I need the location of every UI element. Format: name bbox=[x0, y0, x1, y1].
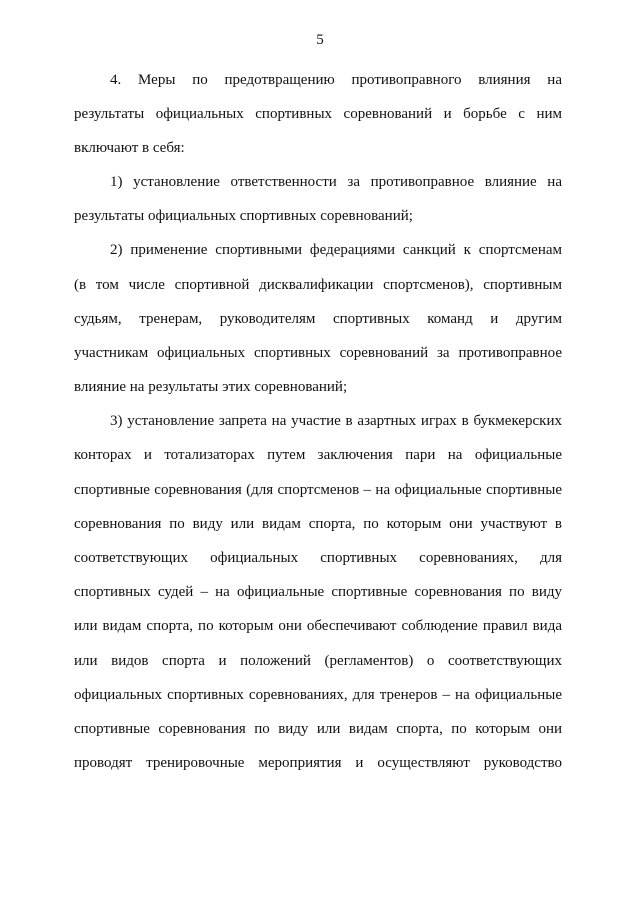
text-line: 4. Меры по предотвращению противоправного влияния на bbox=[110, 72, 562, 88]
text-line: спортивные соревнования (для спортсменов – на официальные спортивные bbox=[74, 482, 562, 498]
text-line: спортивных судей – на официальные спортивные соревнования по виду bbox=[74, 584, 562, 600]
text-line: результаты официальных спортивных соревнований; bbox=[74, 208, 413, 224]
text-line: или видам спорта, по которым они обеспечивают соблюдение правил вида bbox=[74, 618, 562, 634]
text-line: участникам официальных спортивных соревнований за противоправное bbox=[74, 345, 562, 361]
text-line: спортивные соревнования по виду или видам спорта, по которым они bbox=[74, 721, 562, 737]
text-line: 3) установление запрета на участие в азартных играх в букмекерских bbox=[110, 413, 562, 429]
text-line: судьям, тренерам, руководителям спортивных команд и другим bbox=[74, 311, 562, 327]
text-line: официальных спортивных соревнованиях, для тренеров – на официальные bbox=[74, 687, 562, 703]
text-line: включают в себя: bbox=[74, 140, 185, 156]
text-line: влияние на результаты этих соревнований; bbox=[74, 379, 348, 395]
text-line: 2) применение спортивными федерациями санкций к спортсменам bbox=[110, 242, 562, 258]
text-line: результаты официальных спортивных соревнований и борьбе с ним bbox=[74, 106, 562, 122]
text-line: соответствующих официальных спортивных соревнованиях, для bbox=[74, 550, 562, 566]
text-line: (в том числе спортивной дисквалификации спортсменов), спортивным bbox=[74, 277, 562, 293]
text-line: 1) установление ответственности за противоправное влияние на bbox=[110, 174, 562, 190]
text-line: или видов спорта и положений (регламентов) о соответствующих bbox=[74, 653, 562, 669]
text-line: проводят тренировочные мероприятия и осуществляют руководство bbox=[74, 755, 562, 771]
text-line: соревнования по виду или видам спорта, по которым они участвуют в bbox=[74, 516, 562, 532]
text-line: конторах и тотализаторах путем заключения пари на официальные bbox=[74, 447, 562, 463]
page-number: 5 bbox=[316, 32, 324, 48]
